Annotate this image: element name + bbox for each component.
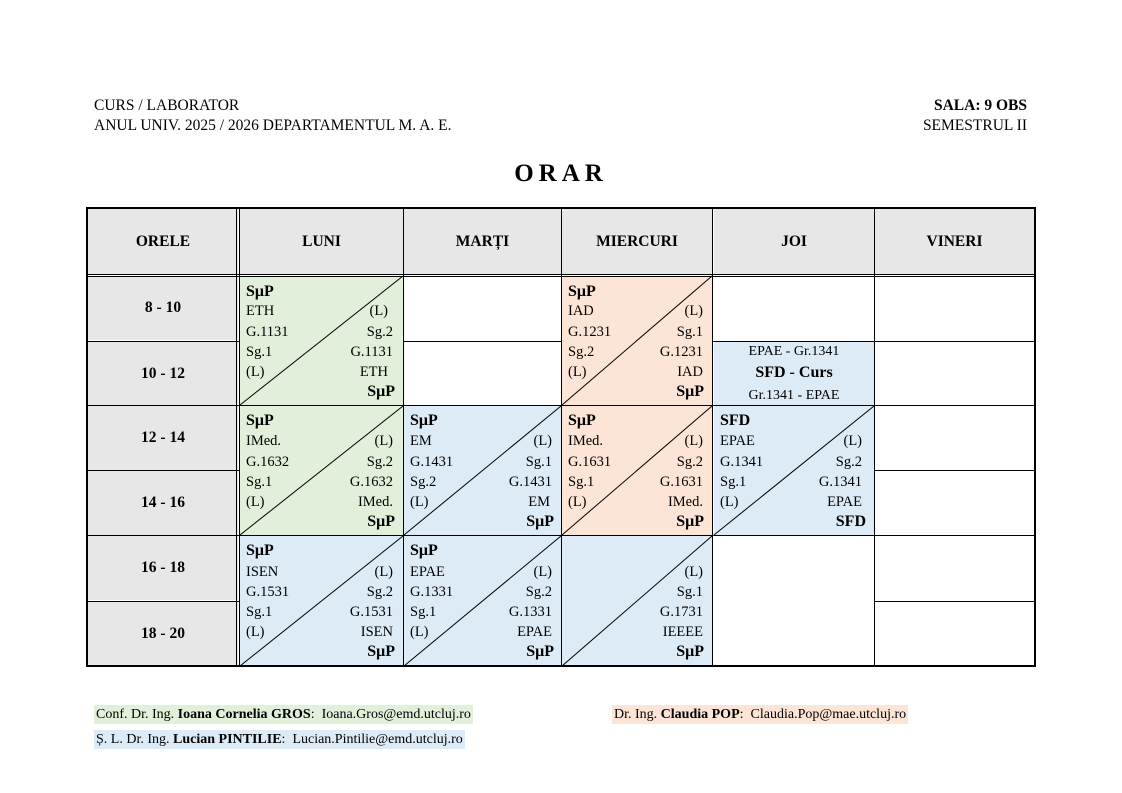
slot-course: ISEN: [360, 624, 393, 640]
slot-group: G.1131: [350, 344, 393, 360]
time-14-16: 14 - 16: [88, 471, 238, 535]
slot-course: ETH: [246, 303, 275, 319]
slot-subject: SμP: [526, 643, 554, 660]
slot-course: EPAE: [720, 433, 755, 449]
slot-group: G.1731: [659, 604, 703, 620]
slot-subject: SμP: [410, 542, 438, 559]
slot-subject: SμP: [526, 513, 554, 530]
slot-group: G.1631: [568, 454, 612, 470]
slot-group: G.1431: [410, 454, 454, 470]
slot-course: EM: [410, 433, 432, 449]
legend-name: Ioana Cornelia GROS: [177, 707, 311, 722]
slot-course: EPAE: [827, 494, 862, 510]
header-room: SALA: 9 OBS: [933, 97, 1027, 114]
slot-course: IEEEE: [662, 624, 703, 640]
slot-type: (L): [533, 564, 552, 580]
slot-type: (L): [568, 364, 587, 380]
slot-subgroup: Sg.2: [835, 454, 862, 470]
slot-subject: SFD: [835, 513, 866, 530]
slot-subject: SμP: [246, 283, 274, 300]
header-course-type: CURS / LABORATOR: [94, 97, 240, 114]
legend-prefix: Conf. Dr. Ing.: [96, 707, 175, 722]
slot-subgroup: Sg.1: [720, 474, 747, 490]
legend-prefix: Dr. Ing.: [614, 707, 658, 722]
legend-name: Lucian PINTILIE: [173, 732, 282, 747]
slot-type: (L): [684, 433, 703, 449]
slot-group: G.1632: [349, 474, 393, 490]
legend-name: Claudia POP: [660, 707, 740, 722]
col-header-miercuri: MIERCURI: [562, 209, 712, 275]
slot-subgroup: Sg.1: [676, 324, 703, 340]
slot-line1: EPAE - Gr.1341: [748, 344, 840, 359]
legend-peach: Dr. Ing. Claudia POP: Claudia.Pop@mae.utcluj.ro: [614, 707, 907, 722]
slot-course: ETH: [359, 364, 388, 380]
slot-subgroup: Sg.2: [568, 344, 595, 360]
slot-subgroup: Sg.1: [525, 454, 552, 470]
slot-subject: SμP: [410, 412, 438, 429]
col-header-orele: ORELE: [88, 209, 238, 275]
slot-type: (L): [533, 433, 552, 449]
time-16-18: 16 - 18: [88, 536, 238, 600]
slot-type: (L): [369, 303, 388, 319]
slot-group: G.1531: [349, 604, 393, 620]
slot-subgroup: Sg.2: [676, 454, 703, 470]
slot-subgroup: Sg.2: [410, 474, 437, 490]
slot-subject: SμP: [676, 513, 704, 530]
slot-course: EM: [528, 494, 550, 510]
slot-subject: SFD: [720, 412, 751, 429]
header-academic-year: ANUL UNIV. 2025 / 2026 DEPARTAMENTUL M. A. E.: [94, 117, 452, 134]
legend-prefix: Ș. L. Dr. Ing.: [96, 732, 170, 747]
slot-type: (L): [684, 303, 703, 319]
header-semester: SEMESTRUL II: [922, 117, 1027, 134]
slot-subject: SμP: [568, 283, 596, 300]
legend-email[interactable]: Claudia.Pop@mae.utcluj.ro: [750, 707, 907, 722]
slot-course: IAD: [677, 364, 703, 380]
slot-group: G.1131: [246, 324, 289, 340]
slot-subject: SμP: [246, 542, 274, 559]
slot-course: IAD: [568, 303, 594, 319]
time-10-12: 10 - 12: [88, 342, 238, 405]
legend-email[interactable]: Ioana.Gros@emd.utcluj.ro: [321, 707, 471, 722]
col-header-marti: MARȚI: [404, 209, 561, 275]
slot-subgroup: Sg.2: [366, 454, 393, 470]
slot-group: G.1631: [659, 474, 703, 490]
slot-type: (L): [246, 624, 265, 640]
time-12-14: 12 - 14: [88, 406, 238, 470]
slot-course: IMed.: [667, 494, 703, 510]
legend-green: Conf. Dr. Ing. Ioana Cornelia GROS: Ioana.Gros@emd.utcluj.ro: [96, 707, 471, 722]
slot-group: G.1331: [508, 604, 552, 620]
col-header-vineri: VINERI: [875, 209, 1034, 275]
slot-type: (L): [410, 624, 429, 640]
slot-subgroup: Sg.2: [366, 324, 393, 340]
col-header-luni: LUNI: [240, 209, 403, 275]
time-8-10: 8 - 10: [88, 276, 238, 340]
slot-course: IMed.: [357, 494, 393, 510]
slot-subgroup: Sg.2: [525, 584, 552, 600]
slot-subject: SμP: [676, 383, 704, 400]
slot-subgroup: Sg.1: [410, 604, 437, 620]
slot-type: (L): [843, 433, 862, 449]
slot-subject: SμP: [367, 383, 395, 400]
slot-type: (L): [720, 494, 739, 510]
time-18-20: 18 - 20: [88, 602, 238, 666]
slot-group: G.1431: [508, 474, 552, 490]
slot-subgroup: Sg.1: [246, 604, 273, 620]
slot-course: IMed.: [568, 433, 604, 449]
slot-type: (L): [410, 494, 429, 510]
slot-line3: Gr.1341 - EPAE: [748, 388, 840, 403]
slot-type: (L): [374, 433, 393, 449]
slot-course-title: SFD - Curs: [755, 364, 833, 381]
slot-course: EPAE: [410, 564, 445, 580]
slot-group: G.1331: [410, 584, 454, 600]
slot-subgroup: Sg.2: [366, 584, 393, 600]
slot-course: IMed.: [246, 433, 282, 449]
slot-group: G.1341: [818, 474, 862, 490]
slot-group: G.1231: [568, 324, 612, 340]
slot-subgroup: Sg.1: [246, 474, 273, 490]
slot-subject: SμP: [246, 412, 274, 429]
slot-group: G.1632: [246, 454, 290, 470]
legend-blue: Ș. L. Dr. Ing. Lucian PINTILIE: Lucian.Pintilie@emd.utcluj.ro: [96, 732, 463, 747]
slot-subject: SμP: [367, 643, 395, 660]
slot-type: (L): [374, 564, 393, 580]
col-header-joi: JOI: [714, 209, 874, 275]
slot-type: (L): [246, 494, 265, 510]
slot-course: EPAE: [517, 624, 552, 640]
legend-email[interactable]: Lucian.Pintilie@emd.utcluj.ro: [292, 732, 463, 747]
slot-group: G.1231: [659, 344, 703, 360]
slot-group: G.1341: [720, 454, 764, 470]
slot-subgroup: Sg.1: [568, 474, 595, 490]
slot-subgroup: Sg.1: [676, 584, 703, 600]
slot-type: (L): [568, 494, 587, 510]
slot-subgroup: Sg.1: [246, 344, 273, 360]
slot-type: (L): [684, 564, 703, 580]
slot-type: (L): [246, 364, 265, 380]
slot-subject: SμP: [568, 412, 596, 429]
slot-course: ISEN: [246, 564, 279, 580]
slot-subject: SμP: [676, 643, 704, 660]
page-title: ORAR: [514, 160, 608, 187]
slot-group: G.1531: [246, 584, 290, 600]
slot-subject: SμP: [367, 513, 395, 530]
